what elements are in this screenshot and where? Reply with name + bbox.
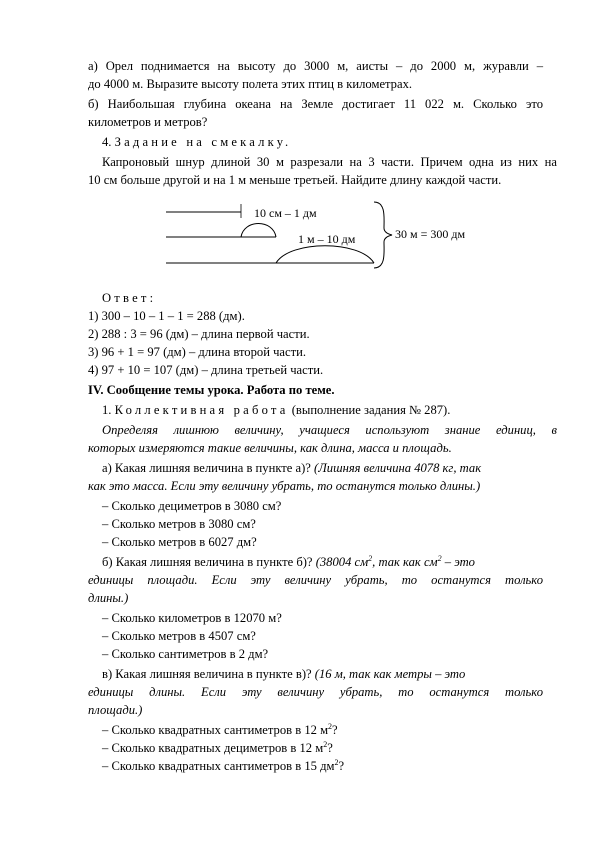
task-b-line-2: километров и метров? (88, 115, 208, 129)
question-b-answer-a: (38004 см (315, 555, 369, 569)
question-c-item-2-q: ? (327, 741, 333, 755)
label-total: 30 м = 300 дм (395, 227, 466, 241)
answer-2: 2) 288 : 3 = 96 (дм) – длина первой части. (88, 327, 310, 341)
question-c-item-3 (102, 758, 557, 774)
problem-line-1: Капроновый шнур длиной 30 м разрезали на 3 части. Причем одна из них на (102, 155, 557, 169)
question-c-item-2-sup: 2 (323, 740, 328, 749)
question-b-item-3: – Сколько сантиметров в 2 дм? (102, 647, 269, 661)
section-iv-heading: IV. Сообщение темы урока. Работа по теме. (88, 383, 335, 397)
question-b-sup-1: 2 (368, 554, 373, 563)
section-4-title: Задание на смекалку. (114, 135, 292, 149)
question-c-item-1-q: ? (332, 723, 338, 737)
intro-line-2: которых измеряются такие величины, как длина, масса и площадь. (88, 441, 452, 455)
question-a-line-1 (102, 460, 557, 476)
question-b-answer-c: – это (441, 555, 475, 569)
collective-number: 1. (102, 403, 112, 417)
answer-title: Ответ: (102, 291, 157, 305)
intro-line-1: Определяя лишнюю величину, учащиеся используют знание единиц, в (102, 423, 557, 437)
question-c-line-1 (102, 666, 557, 682)
label-10cm: 10 см – 1 дм (254, 206, 317, 220)
question-a-item-1: – Сколько дециметров в 3080 см? (102, 499, 282, 513)
question-c-item-1-sup: 2 (328, 722, 333, 731)
question-c-item-2 (102, 740, 557, 756)
arc-large (276, 246, 374, 263)
collective-heading (102, 402, 557, 418)
arc-small (241, 224, 276, 238)
question-c-text: в) Какая лишняя величина в пункте в)? (102, 667, 312, 681)
collective-title: Коллективная работа (114, 403, 289, 417)
answer-3: 3) 96 + 1 = 97 (дм) – длина второй части. (88, 345, 306, 359)
question-a-text: а) Какая лишняя величина в пункте а)? (102, 461, 311, 475)
question-c-line-3: площади.) (88, 703, 143, 717)
problem-line-2: 10 см больше другой и на 1 м меньше третьей. Найдите длину каждой части. (88, 173, 502, 187)
question-a-item-2: – Сколько метров в 3080 см? (102, 517, 256, 531)
question-c-item-2-text: – Сколько квадратных дециметров в 12 м (102, 741, 324, 755)
question-c-item-3-sup: 2 (334, 758, 339, 767)
question-b-sup-2: 2 (437, 554, 442, 563)
question-c-answer: (16 м, так как метры – это (314, 667, 466, 681)
collective-note: (выполнение задания № 287). (291, 403, 451, 417)
task-a-line-2: до 4000 м. Выразите высоту полета этих птиц в километрах. (88, 77, 413, 91)
question-a-answer: (Лишняя величина 4078 кг, так (314, 461, 482, 475)
total-brace (374, 202, 392, 268)
question-b-line-1 (102, 554, 557, 570)
question-b-text: б) Какая лишняя величина в пункте б)? (102, 555, 313, 569)
question-b-line-2: единицы площади. Если эту величину убрать, то останутся только (88, 573, 543, 587)
question-b-answer-b: , так как см (372, 555, 438, 569)
question-c-item-3-text: – Сколько квадратных сантиметров в 15 дм (102, 759, 335, 773)
label-1m: 1 м – 10 дм (298, 232, 356, 246)
question-c-item-1 (102, 722, 557, 738)
question-c-line-2: единицы длины. Если эту величину убрать, то останутся только (88, 685, 543, 699)
answer-1: 1) 300 – 10 – 1 – 1 = 288 (дм). (88, 309, 245, 323)
section-4-number: 4. (102, 135, 112, 149)
question-b-item-1: – Сколько километров в 12070 м? (102, 611, 282, 625)
question-c-item-3-q: ? (338, 759, 345, 773)
question-b-item-2: – Сколько метров в 4507 см? (102, 629, 256, 643)
question-b-line-3: длины.) (88, 591, 129, 605)
question-c-item-1-text: – Сколько квадратных сантиметров в 12 м (102, 723, 329, 737)
task-b-line-1: б) Наибольшая глубина океана на Земле достигает 11 022 м. Сколько это (88, 97, 543, 111)
answer-4: 4) 97 + 10 = 107 (дм) – длина третьей части. (88, 363, 324, 377)
task-a-line-1: а) Орел поднимается на высоту до 3000 м, аисты – до 2000 м, журавли – (88, 59, 543, 73)
question-a-line-2: как это масса. Если эту величину убрать, то останутся только длины.) (88, 479, 481, 493)
question-a-item-3: – Сколько метров в 6027 дм? (102, 535, 257, 549)
